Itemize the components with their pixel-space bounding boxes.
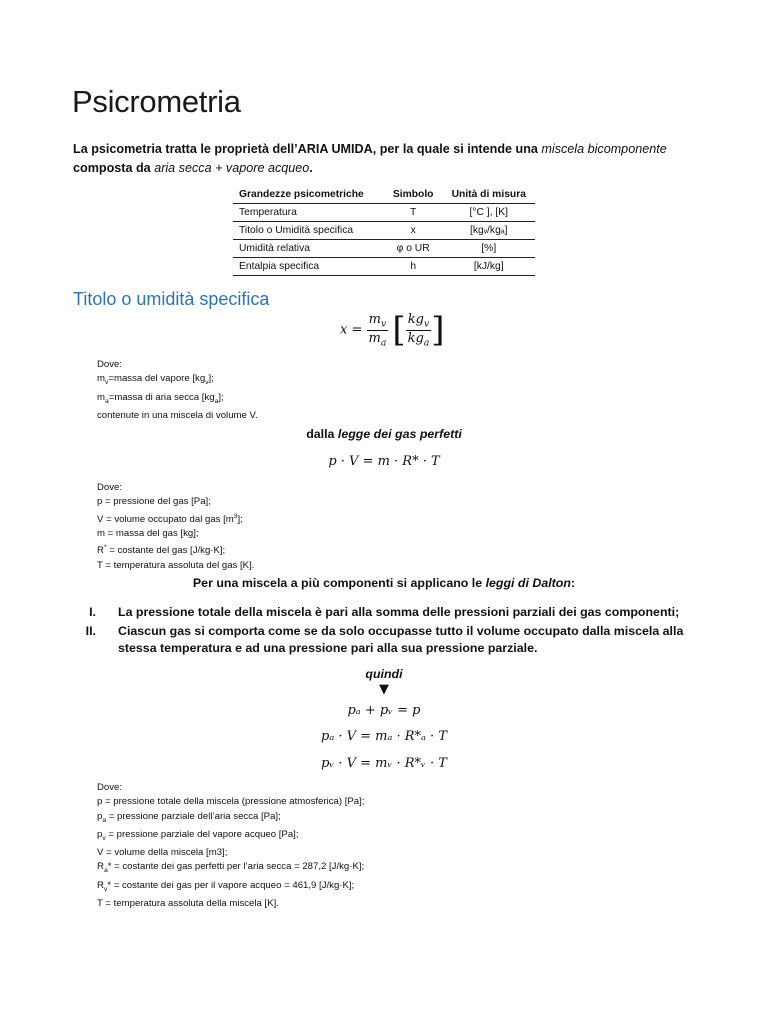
table-cell: [kgᵥ/kgₐ] xyxy=(441,222,535,240)
table-row xyxy=(233,204,535,222)
table-row xyxy=(233,222,535,240)
table-header-unit: Unità di misura xyxy=(441,185,535,204)
specific-humidity-formula: x = $\frac{m_v}{m_a}$ [ $\frac{kg_v}{kg_a}$ ] xyxy=(340,310,445,351)
table-cell: x xyxy=(384,222,441,240)
table-cell: [kJ/kg] xyxy=(441,258,535,276)
table-header-row xyxy=(233,185,535,204)
table-row xyxy=(233,240,535,258)
ideal-gas-law-formula: p · V = m · R* · T xyxy=(328,454,440,469)
section-heading: Titolo o umidità specifica xyxy=(73,289,270,309)
definitions-block-3: Dove: p = pressione totale della miscela (pressione atmosferica) [Pa]; $p_a$ = pressione parziale dell’aria secca [Pa]; $p_v$ = pressione parziale del vapore acqueo [Pa]; V = volume della miscela [m3]; $R_a*$ = costante dei gas perfetti per l’aria secca = 287,2 [J/kg·K]; $R_v*$ = costante dei gas per il vapore acqueo = 461,9 [J/kg·K]; T = temperatura assoluta della miscela [K]. xyxy=(97,782,365,909)
down-arrow-icon: ▼ xyxy=(379,682,389,697)
table-cell: Umidità relativa xyxy=(233,240,384,258)
partial-pressure-sum-formula: pₐ + pᵥ = p xyxy=(347,703,421,718)
dry-air-state-formula: pₐ · V = mₐ · R*ₐ · T xyxy=(321,729,447,744)
table-cell: Entalpia specifica xyxy=(233,258,384,276)
psychrometric-quantities-table xyxy=(233,185,535,276)
gas-law-intro: dalla legge dei gas perfetti xyxy=(306,427,462,441)
table-header-symbol: Simbolo xyxy=(384,185,441,204)
table-cell: [%] xyxy=(441,240,535,258)
definitions-block-2: Dove: p = pressione del gas [Pa]; V = volume occupato dal gas $[m^3]$; m = massa del gas [kg]; R* = costante del gas [J/kg·K]; T = temperatura assoluta del gas [K]. xyxy=(97,482,255,571)
table-row xyxy=(233,258,535,276)
table-cell: Temperatura xyxy=(233,204,384,222)
table-cell: T xyxy=(384,204,441,222)
dalton-intro: Per una miscela a più componenti si applicano le leggi di Dalton: xyxy=(192,576,576,590)
table-header-quantity: Grandezze psicometriche xyxy=(233,185,384,204)
table-cell: h xyxy=(384,258,441,276)
dalton-laws-list: I. La pressione totale della miscela è pari alla somma delle pressioni parziali dei gas componenti; II. Ciascun gas si comporta come se da solo occupasse tutto il volume occupato dalla miscela alla stessa temperatura e ad una pressione pari alla sua pressione parziale. xyxy=(85,605,684,655)
definitions-block-1: Dove: $m_v=massa$ del vapore $[kg_v]$; $m_a=massa$ di aria secca $[kg_a]$; contenute in una miscela di volume V. xyxy=(97,359,258,421)
vapor-state-formula: pᵥ · V = mᵥ · R*ᵥ · T xyxy=(321,756,447,771)
table-cell: Titolo o Umidità specifica xyxy=(233,222,384,240)
table-cell: [°C ], [K] xyxy=(441,204,535,222)
intro-paragraph: La psicometria tratta le proprietà dell’ARIA UMIDA, per la quale si intende una miscela bicomponente composta da aria secca + vapore acqueo. xyxy=(73,142,667,175)
quindi-label: quindi xyxy=(365,667,403,681)
table-cell: φ o UR xyxy=(384,240,441,258)
page-title: Psicrometria xyxy=(72,84,241,119)
